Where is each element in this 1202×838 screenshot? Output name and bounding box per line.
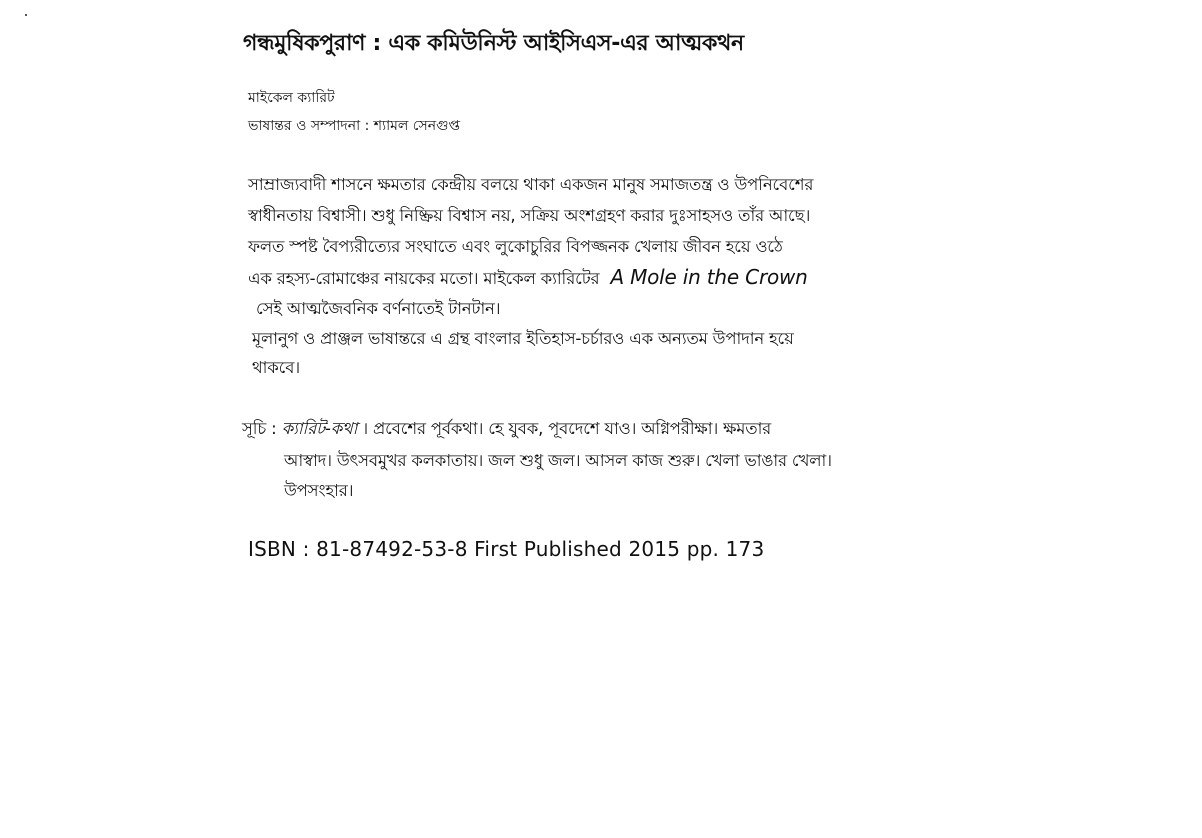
contents-line-2: আস্বাদ। উৎসবমুখর কলকাতায়। জল শুধু জল। আসল কাজ শুরু। খেলা ভাঙার খেলা। bbox=[284, 451, 832, 470]
blurb-line-4 bbox=[248, 265, 808, 293]
corner-mark bbox=[25, 14, 27, 16]
isbn-info: ISBN : 81-87492-53-8 First Published 2015 pp. 173 bbox=[248, 537, 765, 561]
blurb-line-4-text: এক রহস্য-রোমাঞ্চের নায়কের মতো। মাইকেল ক্যারিটের bbox=[248, 269, 600, 288]
blurb-line-3: ফলত স্পষ্ট বৈপ্যরীত্যের সংঘাতে এবং লুকোচুরির বিপজ্জনক খেলায় জীবন হয়ে ওঠে bbox=[248, 237, 783, 256]
blurb-line-2: স্বাধীনতায় বিশ্বাসী। শুধু নিষ্ক্রিয় বিশ্বাস নয়, সক্রিয় অংশগ্রহণ করার দুঃসাহসও তাঁর আছে। bbox=[248, 206, 811, 225]
contents-label: সূচি : bbox=[242, 419, 277, 438]
book-title: গন্ধমুষিকপুরাণ : এক কমিউনিস্ট আইসিএস-এর আত্মকথন bbox=[243, 31, 744, 56]
contents-line-1-rest: । প্রবেশের পূর্বকথা। হে যুবক, পূবদেশে যাও। অগ্নিপরীক্ষা। ক্ষমতার bbox=[362, 419, 772, 438]
translator-credit: ভাষান্তর ও সম্পাদনা : শ্যামল সেনগুপ্ত bbox=[248, 118, 461, 134]
author-name: মাইকেল ক্যারিট bbox=[248, 90, 335, 106]
contents-line-3: উপসংহার। bbox=[284, 481, 354, 500]
blurb-line-6: মূলানুগ ও প্রাঞ্জল ভাষান্তরে এ গ্রন্থ বাংলার ইতিহাস-চর্চারও এক অন্যতম উপাদান হয়ে bbox=[252, 329, 794, 348]
contents-first-item: ক্যারিট-কথা bbox=[281, 419, 358, 438]
blurb-line-5: সেই আত্মজৈবনিক বর্ণনাতেই টানটান। bbox=[256, 299, 501, 318]
contents-line-1 bbox=[242, 416, 771, 443]
english-book-title: A Mole in the Crown bbox=[610, 265, 808, 289]
blurb-line-1: সাম্রাজ্যবাদী শাসনে ক্ষমতার কেন্দ্রীয় বলয়ে থাকা একজন মানুষ সমাজতন্ত্র ও উপনিবেশের bbox=[248, 175, 814, 194]
blurb-line-7: থাকবে। bbox=[252, 358, 300, 377]
